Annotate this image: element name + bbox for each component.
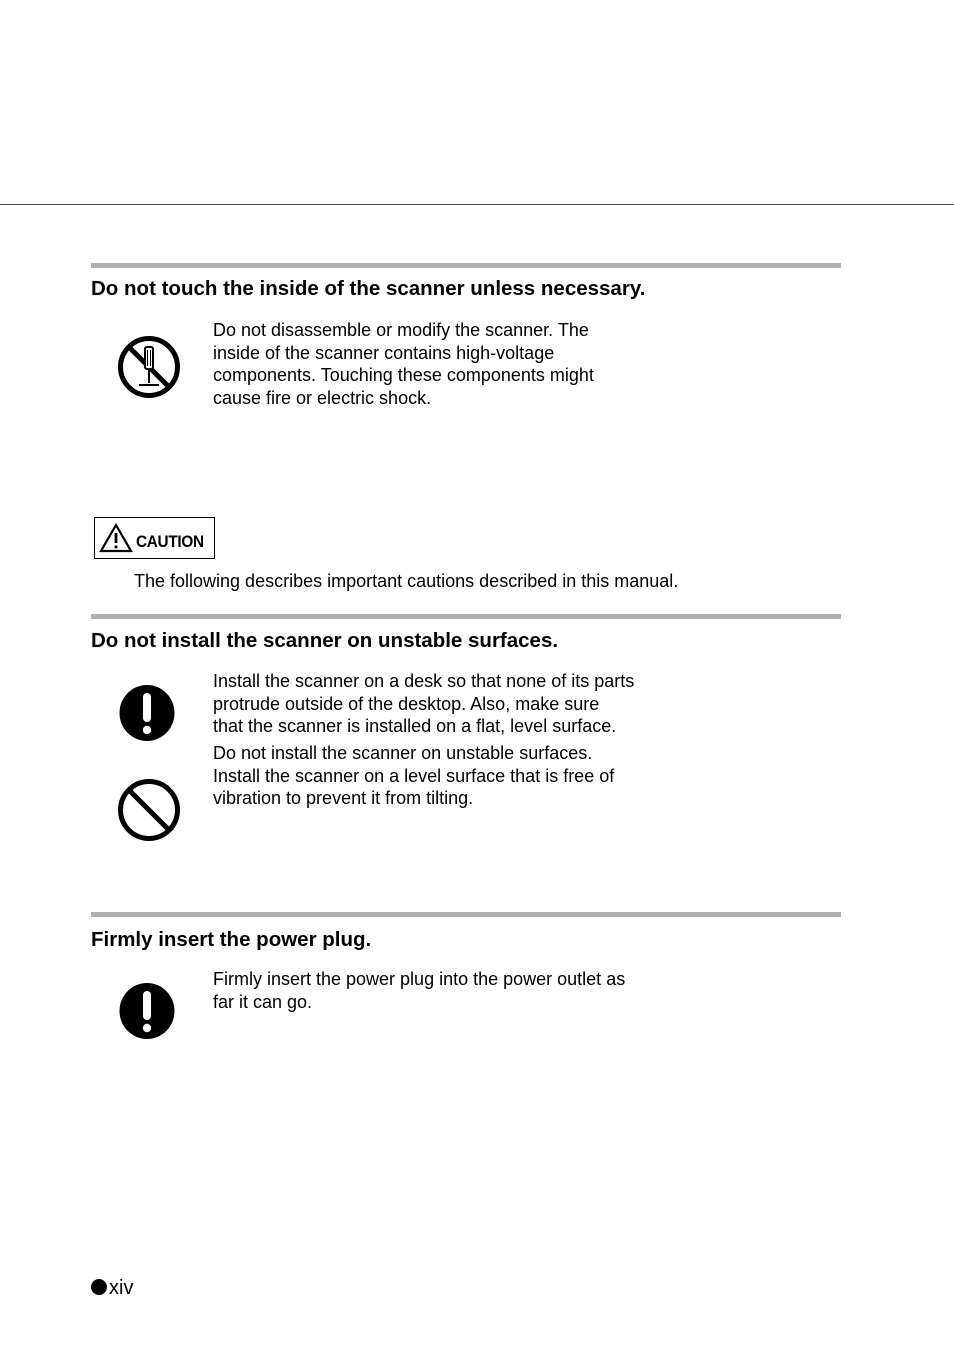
section-rule [91,912,841,917]
section-paragraph [213,319,594,409]
section-paragraph [213,670,634,738]
bullet-icon [91,1279,107,1295]
paragraph-line: cause fire or electric shock. [213,387,432,408]
section-paragraph [213,742,614,810]
paragraph-line: Firmly insert the power plug into the power outlet as [213,969,626,989]
caution-label-box [94,517,215,559]
section-title: Do not touch the inside of the scanner unless necessary. [91,277,646,300]
page-number-text: xiv [109,1277,134,1299]
section-paragraph [213,968,625,1013]
prohibition-icon [117,778,181,847]
paragraph-line: components. Touching these components might [213,365,594,385]
caution-label: CAUTION [136,532,204,551]
section-rule [91,263,841,268]
section-title: Do not install the scanner on unstable surfaces. [91,629,559,652]
warning-triangle-icon [99,523,133,558]
header-rule [0,204,954,205]
section-title: Firmly insert the power plug. [91,928,372,951]
paragraph-line: Install the scanner on a level surface that is free of [213,765,615,786]
paragraph-line: Install the scanner on a desk so that none of its parts [213,671,635,691]
paragraph-line: inside of the scanner contains high-voltage [213,342,555,363]
paragraph-line: Do not disassemble or modify the scanner. The [213,320,589,340]
no-disassembly-icon [117,335,181,404]
paragraph-line: far it can go. [213,991,313,1012]
mandatory-action-icon [119,684,175,747]
section-rule [91,614,841,619]
paragraph-line: vibration to prevent it from tilting. [213,788,474,808]
caution-description: The following describes important cautions described in this manual. [134,571,679,591]
page-number [91,1276,133,1300]
paragraph-line: Do not install the scanner on unstable surfaces. [213,743,593,763]
paragraph-line: protrude outside of the desktop. Also, make sure [213,693,600,714]
paragraph-line: that the scanner is installed on a flat, level surface. [213,716,617,736]
mandatory-action-icon [119,982,175,1045]
